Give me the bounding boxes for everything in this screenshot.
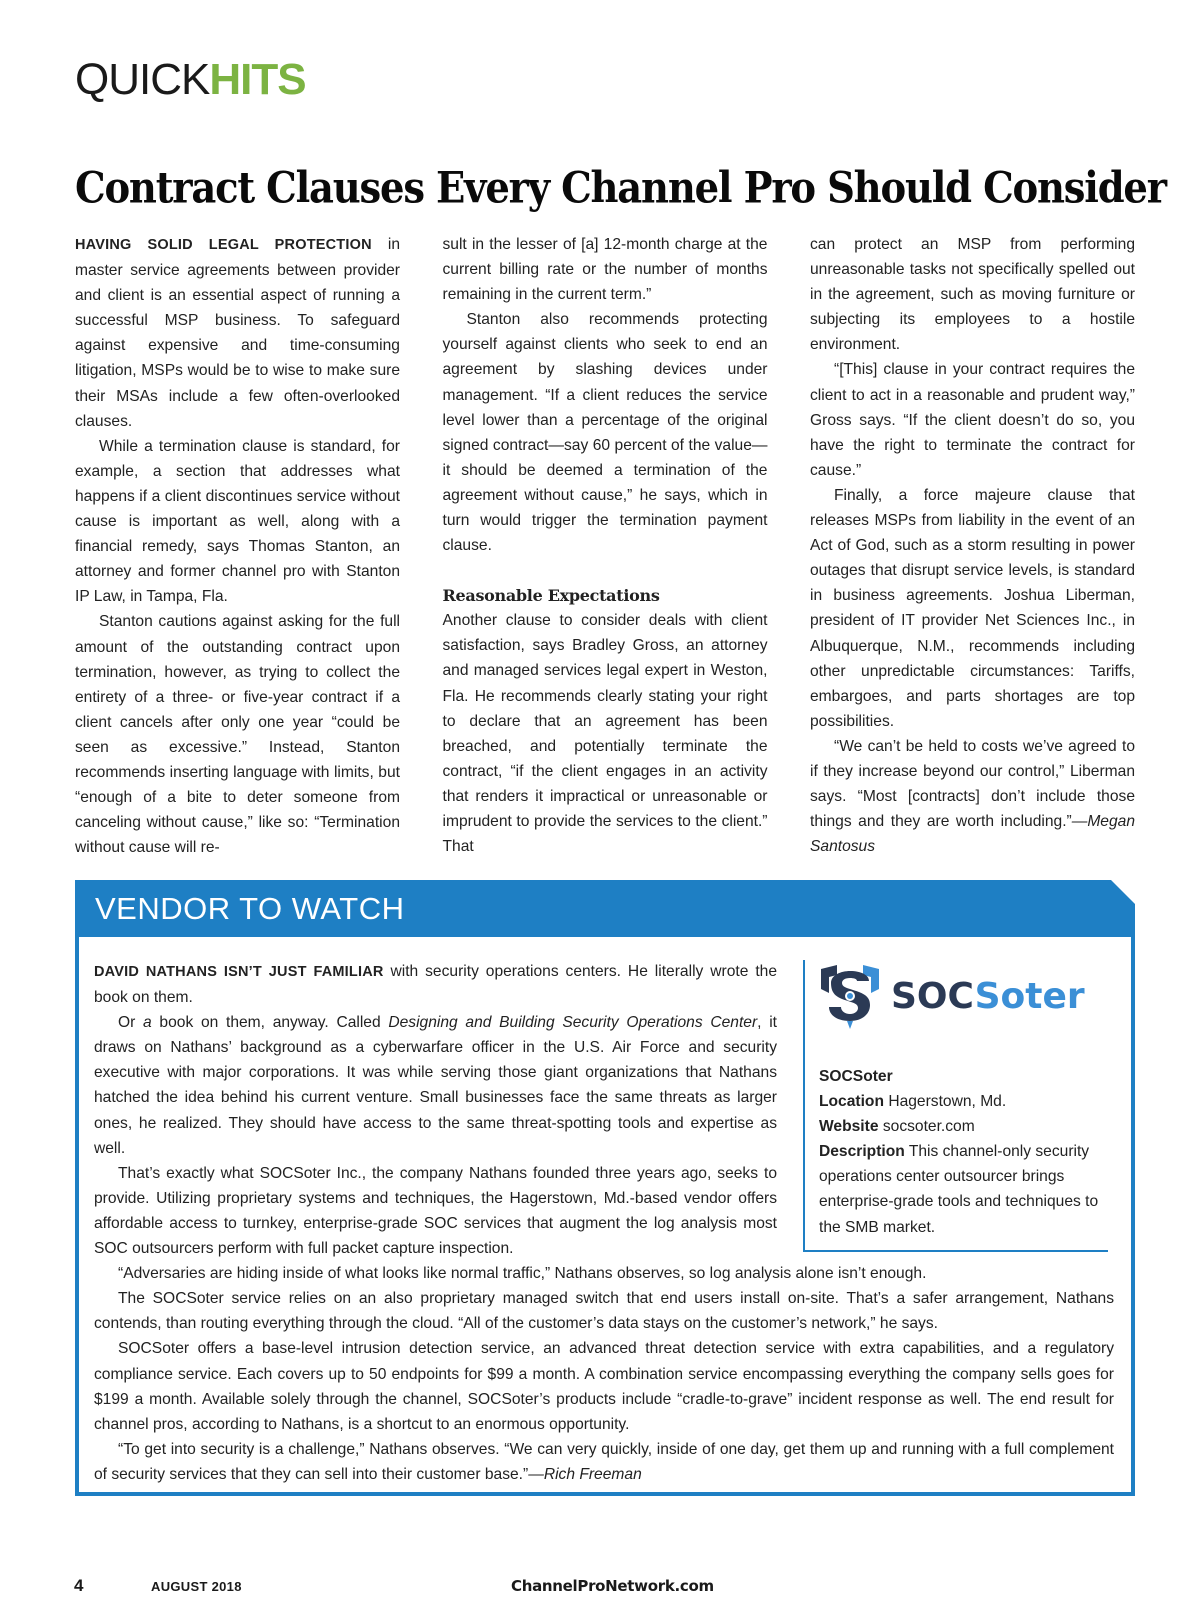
- vendor-byline: —Rich Freeman: [528, 1465, 642, 1483]
- issue-date: AUGUST 2018: [151, 1579, 242, 1594]
- article-paragraph: Finally, a force majeure clause that releases MSPs from liability in the event of an Act of God, such as a storm resulting in power outages that disrupt service levels, is standard in business agreements. Joshua Liberman, president of IT provider Net Sciences Inc., in Albuquerque, N.M., recommends including other unpredictable circumstances: Tariffs, embargoes, and parts shortages are top possibilities.: [810, 486, 1135, 730]
- vendor-paragraph: with security operations centers. He literally wrote the book on them.: [94, 963, 777, 1007]
- vendor-paragraph: SOCSoter offers a base-level intrusion detection service, an advanced threat detection service with extra capabilities, and a regulatory compliance service. Each covers up to 50 endpoints for $99 a month. A combination service encompassing everything the company sells goes for $199 a month. Available solely through the channel, SOCSoter’s products include “cradle-to-grave” incident response as well. The end result for channel pros, according to Nathans, is a shortcut to an enormous opportunity.: [94, 1340, 1114, 1433]
- socsoter-logo: [817, 960, 1107, 1034]
- description-value: This channel-only security operations center outsourcer brings enterprise-grade tools and techniques to the SMB market.: [819, 1143, 1099, 1236]
- article-paragraph: sult in the lesser of [a] 12-month charge at the current billing rate or the number of months remaining in the current term.”: [442, 236, 768, 304]
- article-column-3: [810, 232, 1135, 860]
- page-number: 4: [74, 1576, 84, 1595]
- website-value: socsoter.com: [878, 1118, 975, 1136]
- article-headline: Contract Clauses Every Channel Pro Should Consider: [75, 163, 1166, 214]
- company-sidebar: [803, 960, 1108, 1252]
- article-byline: —Megan Santosus: [810, 813, 1135, 856]
- logo-wordmark: [891, 976, 1085, 1017]
- vendor-title: VENDOR TO WATCH: [95, 891, 405, 926]
- vendor-paragraph: Or: [118, 1014, 144, 1032]
- article-paragraph: “We can’t be held to costs we’ve agreed to if they increase beyond our control,” Liberman says. “Most [contracts] don’t include those things and they are worth including.”: [810, 737, 1135, 831]
- section-label: [75, 55, 306, 104]
- article-paragraph: While a termination clause is standard, for example, a section that addresses what happens if a client discontinues service without cause is important as well, along with a financial remedy, says Thomas Stanton, an attorney and former channel pro with Stanton IP Law, in Tampa, Fla.: [75, 437, 400, 606]
- location-value: Hagerstown, Md.: [883, 1093, 1007, 1111]
- vendor-emphasis: a: [143, 1014, 152, 1032]
- vendor-paragraph: “To get into security is a challenge,” Nathans observes. “We can very quickly, inside of one day, get them up and running with a full complement of security services that they can sell into their customer base.”: [94, 1440, 1114, 1483]
- page-footer: [0, 1576, 1200, 1600]
- article-paragraph: can protect an MSP from performing unreasonable tasks not specifically spelled out in the agreement, such as moving furniture or subjecting its employees to a hostile environment.: [810, 236, 1135, 354]
- article-paragraph: Stanton also recommends protecting yourself against clients who seek to end an agreement by slashing devices under management. “If a client reduces the service level lower than a percentage of the original signed contract—say 60 percent of the value—it should be deemed a termination of the agreement without cause,” he says, which in turn would trigger the termination payment clause.: [442, 311, 768, 555]
- vendor-paragraph: The SOCSoter service relies on an also proprietary managed switch that end users install on-site. That’s a safer arrangement, Nathans contends, than routing everything through the cloud. “All of the customer’s data stays on the customer’s network,” he says.: [94, 1290, 1114, 1333]
- article-column-2: [443, 232, 768, 860]
- logo-soter: Soter: [974, 976, 1085, 1017]
- company-facts: [819, 1064, 1104, 1240]
- article-paragraph: in master service agreements between provider and client is an essential aspect of running a successful MSP business. To safeguard against expensive and time-consuming litigation, MSPs would be to wise to make sure their MSAs include a few often-overlooked clauses.: [75, 236, 400, 430]
- article-paragraph: “[This] clause in your contract requires the client to act in a reasonable and prudent way,” Gross says. “If the client doesn’t do so, you have the right to terminate the contract for cause.”: [810, 361, 1135, 479]
- book-title: Designing and Building Security Operations Center: [388, 1014, 758, 1032]
- vendor-paragraph: book on them, anyway. Called: [151, 1014, 389, 1032]
- vendor-lead-in: DAVID NATHANS ISN’T JUST FAMILIAR: [94, 964, 384, 980]
- vendor-paragraph: That’s exactly what SOCSoter Inc., the company Nathans founded three years ago, seeks to provide. Utilizing proprietary systems and techniques, the Hagerstown, Md.-based vendor offers affordable access to turnkey, enterprise-grade SOC services that augment the log analysis most SOC outsourcers perform with full packet capture inspection.: [94, 1164, 777, 1258]
- logo-soc: SOC: [891, 976, 975, 1017]
- vendor-paragraph: , it draws on Nathans’ background as a cyberwarfare officer in the U.S. Air Force and security executive with major corporations. It was while serving those giant organizations that Nathans hatched the idea behind his current venture. Small businesses face the same threats as larger ones, he realized. They should have access to the same threat-spotting tools and expertise as well.: [94, 1014, 777, 1157]
- section-label-hits: HITS: [209, 55, 306, 104]
- article-paragraph: Another clause to consider deals with client satisfaction, says Bradley Gross, an attorney and managed services legal expert in Weston, Fla. He recommends clearly stating your right to declare that an agreement has been breached, and potentially terminate the contract, “if the client engages in an activity that renders it impractical or unreasonable or imprudent to provide the services to the client.” That: [442, 612, 768, 856]
- section-label-quick: QUICK: [75, 55, 210, 104]
- shield-icon: [817, 963, 883, 1031]
- company-name: SOCSoter: [819, 1068, 893, 1085]
- description-label: Description: [819, 1143, 905, 1161]
- article-lead-in: HAVING SOLID LEGAL PROTECTION: [75, 237, 372, 253]
- article-column-1: [75, 232, 400, 860]
- article-body: [75, 232, 1135, 860]
- website-footer: ChannelProNetwork.com: [511, 1577, 714, 1595]
- article-paragraph: Stanton cautions against asking for the full amount of the outstanding contract upon termination, however, as trying to collect the entirety of a three- or five-year contract if a client cancels after only one year “could be seen as excessive.” Instead, Stanton recommends inserting language with limits, but “enough of a bite to deter someone from canceling without cause,” like so: “Termination without cause will re-: [75, 613, 400, 857]
- vendor-paragraph: “Adversaries are hiding inside of what looks like normal traffic,” Nathans observes, so log analysis alone isn’t enough.: [118, 1265, 927, 1283]
- website-label: Website: [819, 1118, 879, 1136]
- article-subhead: Reasonable Expectations: [442, 586, 660, 606]
- location-label: Location: [819, 1093, 884, 1111]
